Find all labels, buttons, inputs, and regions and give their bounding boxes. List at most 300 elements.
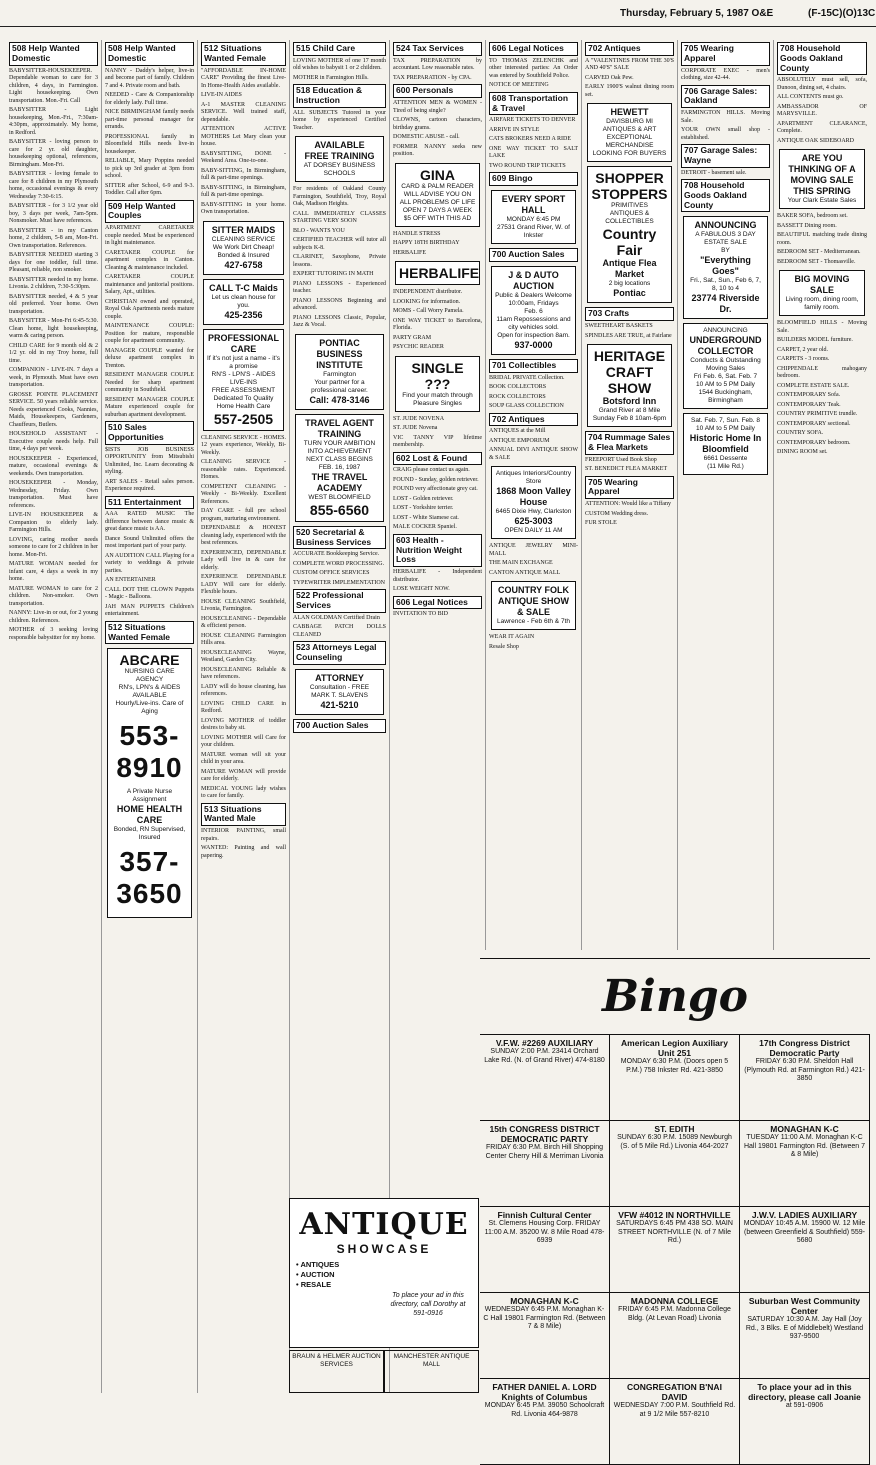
box-title: ATTORNEY: [315, 672, 364, 683]
section-heading: 700 Auction Sales: [489, 248, 578, 262]
section-heading: 524 Tax Services: [393, 42, 482, 56]
classified-ad: PARTY GRAM: [393, 334, 432, 341]
column-7: [582, 40, 678, 950]
box-line: 6465 Dixie Hwy, Clarkston: [495, 508, 572, 516]
bingo-title: Bingo: [601, 971, 748, 1022]
bingo-listing-detail: FRIDAY 6:45 P.M. Madonna College Bldg. (At Levan Road) Livonia: [618, 1306, 731, 1322]
ad-list: [105, 225, 194, 419]
classified-ad: ALL SUBJECTS Tutored in your home by experienced Certified Teacher.: [293, 109, 386, 131]
classified-ad: HOUSECLEANING Reliable & have references.: [201, 666, 286, 681]
section-heading: 606 Legal Notices: [489, 42, 578, 56]
ad-list: [393, 416, 482, 450]
classified-ad: PIANO LESSONS - Experienced teacher.: [293, 280, 386, 295]
box-line: CLEANING SERVICE: [211, 235, 276, 243]
abcare-ad: [107, 648, 192, 918]
box-line: Open for inspection 8am.: [497, 331, 570, 339]
box-line: Antique Flea Market: [602, 258, 657, 280]
classified-ad: ROCK COLLECTORS: [489, 393, 546, 400]
classified-ad: LOST - Yorkshire terrier.: [393, 505, 454, 512]
jd-auto-auction-ad: [491, 266, 576, 355]
classified-ad: LOVING CHILD CARE in Redford.: [201, 700, 286, 715]
section-heading: 606 Legal Notices: [393, 596, 482, 610]
bingo-listing: [740, 1379, 870, 1465]
classified-ad: CARETAKER COUPLE maintenance and janitorial positions. Salary, Apt., utilities.: [105, 274, 194, 296]
classified-ad: RESIDENT MANAGER COUPLE Needed for sharp apartment community in Southfield.: [105, 372, 194, 394]
classified-ad: ST. BENEDICT FLEA MARKET: [585, 466, 668, 473]
classified-ad: SOUP GLASS COLLECTION: [489, 403, 564, 410]
section-heading: 510 Sales Opportunities: [105, 421, 194, 445]
classified-ad: NANNY - Daddy's helper, live-in and become part of family. Children 7 and 4. Private room and bath.: [105, 67, 194, 89]
ad-list: [489, 58, 578, 90]
classified-ad: ONE WAY TICKET TO SALT LAKE: [489, 145, 578, 160]
classified-ad: CONTEMPORARY sectional.: [777, 420, 851, 427]
bingo-listing-detail: MONDAY 6:30 P.M. (Doors open 5 P.M.) 758 Inkster Rd. 421-3850: [620, 1058, 729, 1074]
box-phone: 855-6560: [309, 501, 370, 518]
box-line: Fri Feb. 6, Sat. Feb. 7: [693, 373, 758, 381]
classified-ad: $ISTS JOB BUSINESS OPPORTUNITY from Mitsubishi Unlimited, Inc. Learn decorating & styling.: [105, 446, 194, 476]
bingo-listing-detail: WEDNESDAY 7:00 P.M. Southfield Rd. at 9 1/2 Mile 557-8210: [613, 1402, 736, 1418]
classified-ad: CARVED Oak Pew.: [585, 74, 634, 81]
box-line: FREE ASSESSMENT: [211, 386, 276, 394]
ad-list: [201, 68, 286, 217]
section-heading: 508 Help Wanted Domestic: [105, 42, 194, 66]
ad-list: [293, 615, 386, 640]
classified-ad: CABBAGE PATCH DOLLS CLEANED: [293, 624, 386, 638]
box-line: Find your match through Pleasure Singles: [402, 391, 473, 407]
column-8: [678, 40, 774, 950]
ad-list: [105, 68, 194, 198]
classified-ad: ATTENTION: Would like a Tiffany: [585, 501, 671, 508]
classified-ad: ST. JUDE Novena: [393, 425, 438, 432]
classified-ad: PIANO LESSONS Classic, Popular, Jazz & Vocal.: [293, 314, 386, 329]
box-phone: Call: 478-3146: [309, 394, 370, 405]
classified-ad: BABYSITTER - loving person to care for 2 yr. old daughter, housekeeping optional, references, Birmingham. Mon-Fri.: [9, 139, 98, 168]
classified-ad: EXPERIENCED, DEPENDABLE Lady will live in & care for elderly.: [201, 549, 286, 571]
box-line: PRIMITIVES: [611, 202, 648, 210]
bingo-listing: [740, 1035, 870, 1121]
classified-ad: MANAGER COUPLE wanted for deluxe apartment complex in Trenton.: [105, 347, 194, 369]
classified-ad: ARRIVE IN STYLE: [489, 126, 540, 133]
classified-ad: BABY-SITTING, in Birmingham, full & part-time openings.: [201, 184, 286, 199]
classified-ad: SITTER after School, 6-9 and 9-3. Toddler. Call after 6pm.: [105, 182, 194, 197]
bingo-listing-title: VFW #4012 IN NORTHVILLE: [618, 1210, 731, 1220]
classified-ad: COMPANION - LIVE-IN. 7 days a week, in Plymouth. Must have own transportation.: [9, 367, 98, 389]
bingo-listing-title: J.W.V. LADIES AUXILIARY: [751, 1210, 858, 1220]
box-line: Let us clean house for you.: [211, 293, 276, 309]
box-phone: 557-2505: [213, 410, 274, 427]
classified-ad: A-1 MASTER CLEANING SERVICE. Well trained staff, dependable.: [201, 101, 286, 123]
classified-ad: LIVE-IN AIDES: [201, 92, 242, 99]
ad-list: [293, 110, 386, 133]
classified-ad: AN AUDITION CALL Playing for a variety to weddings & private parties.: [105, 552, 194, 574]
classified-ad: MOTHER in Farmington Hills.: [293, 74, 369, 81]
bullet-text: ANTIQUES: [300, 1260, 340, 1269]
abcare-line5: HOME HEALTH CARE: [116, 804, 183, 826]
section-heading: 512 Situations Wanted Female: [105, 621, 194, 645]
box-line: Sunday Feb 8 10am-6pm: [592, 415, 667, 423]
ad-list: [777, 77, 867, 145]
ad-list: [293, 58, 386, 83]
box-title: SINGLE ???: [411, 359, 464, 392]
classified-ad: HOUSECLEANING Wayne, Westland, Garden City.: [201, 649, 286, 664]
ad-list: [393, 611, 482, 619]
classified-ad: ANTIQUE EMPORIUM: [489, 437, 550, 444]
classified-ad: CHRISTIAN owned and operated, Royal Oak Apartments needs mature couple.: [105, 298, 194, 320]
section-heading: 708 Household Goods Oakland County: [681, 179, 770, 212]
column-6: [486, 40, 582, 950]
bingo-listing-title: Suburban West Community Center: [748, 1296, 861, 1316]
bingo-listing: [480, 1207, 610, 1293]
classified-ad: HOUSEKEEPER - Monday, Wednesday, Friday. Own transportation. Must have references.: [9, 480, 98, 509]
box-title: TRAVEL AGENT TRAINING: [305, 417, 374, 439]
box-line: Lawrence - Feb 6th & 7th: [497, 618, 570, 626]
box-line: Dedicated To Quality Home Health Care: [213, 394, 274, 410]
section-heading: 522 Professional Services: [293, 589, 386, 613]
bingo-listing-detail: FRIDAY 6:30 P.M. Sheldon Hall (Plymouth Rd. at Farmington Rd.) 421-3850: [744, 1058, 865, 1082]
box-line: ANTIQUES & COLLECTIBLES: [605, 210, 654, 226]
page-header: [0, 0, 876, 27]
section-heading: 708 Household Goods Oakland County: [777, 42, 867, 75]
abcare-tag: NURSING CARE AGENCY: [124, 668, 175, 684]
box-phone: 425-2356: [224, 309, 263, 320]
classified-ad: NEEDED - Care & Companionship for elderly lady. Full time.: [105, 92, 194, 106]
box-line: FREE TRAINING: [304, 151, 375, 162]
box-title: HEWETT: [610, 107, 649, 118]
classified-ad: BABYSITTER-HOUSEKEEPER. Dependable woman to care for 3 children, 4 days, in Farmington. Light housekeeping. Own transportation. Mon.-Fri. Call: [9, 67, 98, 104]
classified-ad: MATURE woman will sit your child in your area.: [201, 751, 286, 766]
classified-ad: THE MAIN EXCHANGE: [489, 560, 553, 567]
classified-ad: LOST - White Siamese cat.: [393, 514, 459, 521]
classified-ad: DETROIT - basement sale.: [681, 169, 747, 176]
box-phone: 421-5210: [320, 699, 359, 710]
classified-ad: BABYSITTER needed, 4 & 5 year old preferred. Your home. Own transportation.: [9, 293, 98, 315]
classified-ad: ALAN GOLDMAN Certified Drain: [293, 614, 380, 621]
ad-list: [489, 375, 578, 411]
bottom-ads: [289, 1350, 479, 1393]
classified-ad: BABY-SITTING, In Birmingham, full & part-time openings.: [201, 167, 286, 182]
box-title: SITTER MAIDS: [211, 224, 276, 235]
ad-list: [9, 68, 98, 643]
classified-ad: BABYSITTER - in my Canton home, 2 children, 5-8 am, Mon-Fri. Own transportation. References.: [9, 227, 98, 249]
box-line: LOOKING FOR BUYERS: [592, 150, 667, 158]
box-phone: 937-0000: [514, 339, 553, 350]
braun-helmer-ad: BRAUN & HELMER AUCTION SERVICES: [289, 1350, 384, 1393]
bingo-listing-title: CONGREGATION B'NAI DAVID: [627, 1382, 722, 1402]
section-heading: 508 Help Wanted Domestic: [9, 42, 98, 66]
classified-ad: BEDROOM SET - Thomasville.: [777, 258, 856, 265]
bingo-listing: [610, 1035, 740, 1121]
box-line: Bonded & Insured: [217, 251, 270, 259]
classified-ad: PSYCHIC READER: [393, 344, 444, 351]
box-line: Public & Dealers Welcome: [495, 291, 572, 299]
ad-list: [585, 457, 674, 474]
country-folk-ad: [491, 581, 576, 630]
box-line: Conducts & Outstanding Moving Sales: [690, 357, 761, 373]
bingo-listing: [740, 1121, 870, 1207]
box-line: Grand River at 8 Mile: [598, 407, 661, 415]
box-line: CARD & PALM READER: [401, 182, 474, 190]
box-title: HERBALIFE: [399, 265, 480, 282]
classified-ad: FREEPORT Used Book Shop: [585, 456, 657, 463]
box-line: 10 AM to 5 PM Daily: [696, 425, 755, 433]
shopper-stoppers-ad: [587, 166, 672, 303]
pontiac-business-ad: [295, 334, 384, 410]
section-heading: 515 Child Care: [293, 42, 386, 56]
classified-ad: PIANO LESSONS Beginning and advanced.: [293, 297, 386, 312]
ad-list: [585, 323, 674, 340]
classified-ad: A "VALENTINES FROM THE 30'S AND 40'S" SALE: [585, 57, 674, 72]
classified-ad: HOUSECLEANING - Dependable & efficient person.: [201, 615, 286, 630]
manchester-mall-ad: MANCHESTER ANTIQUE MALL: [384, 1350, 479, 1393]
classified-ad: CARETAKER COUPLE for apartment complex in Canton. Cleaning & maintenance included.: [105, 249, 194, 271]
bingo-listing-detail: FRIDAY 6:30 P.M. Birch Hill Shopping Center Cherry Hill & Merriman Livonia: [485, 1144, 604, 1160]
classified-ad: MALE COCKER Spaniel.: [393, 524, 457, 531]
section-heading: 609 Bingo: [489, 172, 578, 186]
section-heading: 702 Antiques: [585, 42, 674, 56]
box-line: BY: [721, 247, 730, 255]
bingo-listing-title: 15th CONGRESS DISTRICT DEMOCRATIC PARTY: [489, 1124, 600, 1144]
classified-ad: BABYSITTER - Mon-Fri 6:45-5:30. Clean home, light housekeeping, warm & caring person.: [9, 318, 98, 340]
bullet-item: • RESALE: [296, 1280, 332, 1289]
box-line: 10 AM to 5 PM Daily: [696, 381, 755, 389]
classified-ad: GROSSE POINTE PLACEMENT SERVICE. 50 years reliable service. Needs experienced Cooks, Nannies, Maids, Housekeepers, Gardeners, Chauffeurs, Butlers.: [9, 391, 98, 428]
box-line: THE TRAVEL ACADEMY: [311, 471, 368, 493]
classified-ad: MOTHER of 3 seeking loving responsible babysitter for my home.: [9, 627, 98, 641]
bingo-listing-detail: MONDAY 10:45 A.M. 15900 W. 12 Mile (between Greenfield & Southfield) 559-5680: [743, 1220, 866, 1244]
classified-ad: MOMS - Call Worry Pamela.: [393, 308, 464, 315]
bingo-listing-detail: TUESDAY 11:00 A.M. Monaghan K-C Hall 19801 Farmington Rd. (Between 7 & 8 Mile): [743, 1134, 865, 1158]
box-line: Farmington: [323, 370, 356, 378]
classified-ad: AAA RATED MUSIC The difference between dance music & great dance music is AA.: [105, 511, 194, 533]
section-heading: 706 Garage Sales: Oakland: [681, 85, 770, 109]
classified-ad: SWEETHEART BASKETS: [585, 323, 653, 330]
tc-maids-ad: [203, 279, 284, 325]
box-line: CRAFT SHOW: [605, 364, 654, 397]
classified-ad: CATS BROKERS NEED A RIDE: [489, 136, 572, 143]
classified-ad: DAY CARE - full pre school program, nurturing environment.: [201, 508, 286, 522]
hewett-ad: [587, 103, 672, 162]
ad-list: [201, 828, 286, 860]
ad-list: [105, 447, 194, 494]
classified-ad: HERBALIFE: [393, 249, 426, 256]
box-line: OPEN 7 DAYS A WEEK: [402, 206, 473, 214]
classified-ad: ABSOLUTELY must sell, sofa, Dunoon, dining set, 4 chairs.: [777, 77, 867, 91]
section-heading: 700 Auction Sales: [293, 719, 386, 733]
ad-list: [393, 58, 482, 83]
bingo-listing-title: 17th Congress District Democratic Party: [759, 1038, 850, 1058]
section-heading: 704 Rummage Sales & Flea Markets: [585, 431, 674, 455]
section-heading: 705 Wearing Apparel: [585, 476, 674, 500]
classified-ad: CUSTOM OFFICE SERVICES: [293, 570, 370, 577]
box-title: 1868 Moon Valley House: [496, 486, 571, 508]
classified-ad: RELIABLE, Mary Poppins needed to pick up 3rd grader at 3pm from school.: [105, 158, 194, 180]
box-line: TURN YOUR AMBITION INTO ACHIEVEMENT: [303, 439, 376, 455]
bingo-listing: [740, 1207, 870, 1293]
bingo-directory: [480, 958, 870, 1418]
classified-ad: CONTEMPORARY bedroom.: [777, 439, 851, 446]
classified-ad: LOVING MOTHER will Care for your children.: [201, 734, 286, 749]
antique-bullets: [296, 1260, 472, 1290]
big-moving-sale-ad: [779, 270, 865, 316]
bingo-listing-title: MONAGHAN K-C: [510, 1296, 579, 1306]
box-line: DAVISBURG MI: [606, 118, 653, 126]
box-line: 23774 Riverside Dr.: [691, 293, 760, 315]
classified-ad: COUNTRY PRIMITIVE trundle.: [777, 411, 858, 418]
classified-ad: MATURE WOMAN to care for 2 children. Non-smoker. Own transportation.: [9, 585, 98, 607]
classified-ad: FOUND - Sunday, golden retriever.: [393, 476, 479, 483]
classified-ad: HOUSEHOLD ASSISTANT - Executive couple needs help. Full time, 4 days per week.: [9, 431, 98, 453]
bullet-text: RESALE: [300, 1280, 332, 1289]
ad-list: [393, 231, 482, 258]
box-line: 11am Repossessions and city vehicles sold.: [496, 315, 571, 331]
bullet-item: • ANTIQUES: [296, 1260, 340, 1269]
classified-ad: INVITATION TO BID: [393, 611, 448, 618]
box-line: Living room, dining room, family room.: [785, 296, 859, 312]
box-line: MONDAY 6:45 PM: [506, 216, 561, 224]
classified-ad: TYPEWRITER IMPLEMENTATION: [293, 579, 386, 586]
bingo-listing-title: FATHER DANIEL A. LORD Knights of Columbus: [492, 1382, 597, 1402]
classified-ad: BABYSITTER needed in my home. Livonia. 2 children, 7:30-5:30pm.: [9, 276, 98, 291]
bingo-listing: [480, 1293, 610, 1379]
section-heading: 701 Collectibles: [489, 359, 578, 373]
bingo-grid: [480, 1035, 870, 1465]
moving-sale-ad: [779, 149, 865, 209]
attorney-ad: [295, 669, 384, 715]
classified-ad: NICE BIRMINGHAM family needs part-time personal manager for errands.: [105, 109, 194, 131]
column-1: [6, 40, 102, 1393]
column-3: [198, 40, 290, 1393]
ad-list: [105, 511, 194, 619]
classified-ad: HOUSEKEEPER - Experienced, mature, occasional evenings & weekends. Own transportation.: [9, 455, 98, 477]
box-line: Fri., Sat., Sun., Feb 6, 7, 8, 10 to 4: [690, 277, 761, 293]
bingo-listing: [610, 1121, 740, 1207]
box-line: Consultation - FREE: [309, 683, 370, 691]
classified-ad: EARLY 1900'S walnut dining room set.: [585, 84, 674, 98]
abcare-name: ABCARE: [119, 652, 180, 669]
box-line: Country Fair: [602, 226, 657, 259]
box-line: 10:00am, Fridays: [508, 299, 559, 307]
box-title: COUNTRY FOLK ANTIQUE SHOW & SALE: [498, 585, 569, 618]
box-title: PROFESSIONAL CARE: [207, 332, 279, 354]
bingo-listing: [610, 1293, 740, 1379]
box-title: EVERY SPORT HALL: [501, 194, 566, 216]
every-sport-hall-ad: [491, 190, 576, 244]
classified-ad: LOOKING for information.: [393, 298, 461, 305]
classified-ad: FARMINGTON HILLS. Moving Sale.: [681, 110, 770, 124]
classified-ad: CUSTOM Wedding dress.: [585, 510, 649, 517]
section-heading: 518 Education & Instruction: [293, 84, 386, 108]
classified-ad: HOUSE CLEANING Farmington Hills area.: [201, 632, 286, 647]
box-line: LIVE-INS: [229, 378, 258, 386]
classified-ad: YOUR OWN small shop - established.: [681, 127, 770, 141]
classified-ad: SPINDLES ARE TRUE, at Fairlane: [585, 332, 672, 339]
classified-ad: CLOWNS, cartoon characters, birthday grams.: [393, 117, 482, 131]
ad-list: [585, 501, 674, 528]
underground-collector-ad: [683, 323, 768, 409]
classified-ad: ANTIQUES at the Mill: [489, 428, 546, 435]
column-5: [390, 40, 486, 950]
classified-ad: NANNY: Live-in or out, for 2 young children. References.: [9, 610, 98, 624]
antique-showcase-ad: [289, 1198, 479, 1348]
antique-logo: ANTIQUE: [299, 1207, 469, 1242]
section-heading: 600 Personals: [393, 84, 482, 98]
abcare-line3: Hourly/Live-ins. Care of Aging: [115, 700, 184, 716]
classified-ad: CLEANING SERVICE - HOMES. 12 years experience, Weekly, Bi-Weekly.: [201, 434, 286, 456]
ad-list: [585, 58, 674, 100]
box-phone: 427-6758: [224, 259, 263, 270]
box-title: PONTIAC BUSINESS INSTITUTE: [316, 337, 363, 370]
classified-ad: MEDICAL YOUNG lady wishes to care for family.: [201, 785, 286, 800]
publication-date: Thursday, February 5, 1987 O&E: [620, 8, 774, 19]
sitter-maids-ad: [203, 221, 284, 275]
classified-ad: LADY will do house cleaning, has references.: [201, 683, 286, 698]
classified-ad: LOVING MOTHER of one 17 month old wishes to babysit 1 or 2 children.: [293, 57, 386, 72]
abcare-line2: RN's, LPN's & AIDES AVAILABLE: [118, 684, 181, 700]
classified-ad: CALL IMMEDIATELY CLASSES STARTING VERY SOON: [293, 210, 386, 225]
page-code: (F-15C)(O)13C: [808, 8, 876, 19]
classified-ad: APARTMENT CARETAKER couple needed. Must be experienced in light maintenance.: [105, 225, 194, 247]
classified-ad: ACCURATE Bookkeeping Service.: [293, 551, 380, 558]
ad-list: [681, 68, 770, 83]
dorsey-ad: [295, 136, 384, 182]
classified-ad: BABYSITTER - for 3 1/2 year old boy, 3 days per week, 7am-5pm. Nonsmoker. Must have references.: [9, 203, 98, 225]
classified-ad: TWO ROUND TRIP TICKETS: [489, 162, 566, 169]
classified-ad: HERBALIFE - Independent distributor.: [393, 569, 482, 583]
classified-ad: BEDROOM SET - Mediterranean.: [777, 249, 861, 256]
classified-ad: LOVING, caring mother needs someone to care for 2 children in her home. Mon-Fri.: [9, 536, 98, 558]
bingo-listing-title: MONAGHAN K-C: [770, 1124, 839, 1134]
bingo-listing-detail: SUNDAY 2:00 P.M. 23414 Orchard Lake Rd. (N. of Grand River) 474-8180: [484, 1048, 605, 1064]
classified-ad: Resale Shop: [489, 643, 519, 650]
classified-ad: WEAR IT AGAIN: [489, 634, 535, 641]
section-heading: 520 Secretarial & Business Services: [293, 526, 386, 550]
ad-list: [777, 320, 867, 457]
bingo-listing-detail: at 591-0906: [785, 1402, 824, 1409]
abcare-line6: Bonded, RN Supervised, Insured: [113, 826, 186, 842]
classified-ad: LOST - Golden retriever.: [393, 495, 454, 502]
box-line: NEXT CLASS BEGINS FEB. 16, 1987: [306, 455, 373, 471]
ad-list: [293, 186, 386, 330]
box-line: RN'S - LPN'S - AIDES: [211, 370, 276, 378]
bingo-banner: [480, 959, 870, 1035]
classified-ad: ALL CONTENTS must go.: [777, 94, 844, 101]
box-title: ARE YOU THINKING OF A MOVING SALE THIS SPRING: [788, 153, 856, 197]
box-title: J & D AUTO AUCTION: [508, 269, 559, 291]
classified-ad: INTERIOR PAINTING, small repairs.: [201, 828, 286, 842]
classified-ad: For residents of Oakland County Farmington, Southfield, Troy, Royal Oak, Madison Heights.: [293, 186, 386, 208]
bingo-listing-title: Finnish Cultural Center: [497, 1210, 592, 1220]
bingo-listing-detail: WEDNESDAY 6:45 P.M. Monaghan K-C Hall 19801 Farmington Rd. (Between 7 & 8 Mile): [483, 1306, 606, 1330]
classified-ad: BLOOMFIELD HILLS - Moving Sale.: [777, 320, 867, 334]
classified-ad: TO THOMAS ZELENCHK and other interested parties: An Order was entered by Southfield Police.: [489, 57, 578, 79]
box-title: GINA: [420, 166, 455, 183]
classified-ad: ANTIQUE OAK SIDEBOARD: [777, 137, 854, 144]
box-title: AVAILABLE: [314, 140, 365, 151]
bingo-listing-title: To place your ad in this directory, please call Joanie: [748, 1382, 861, 1402]
ad-list: [489, 634, 578, 651]
classified-ad: MATURE WOMAN will provide care for elderly.: [201, 768, 286, 783]
heritage-craft-ad: [587, 344, 672, 427]
bingo-listing-detail: MONDAY 6:45 P.M. 39050 Schoolcraft Rd. Livonia 464-9878: [484, 1402, 605, 1418]
box-line: (11 Mile Rd.): [707, 463, 744, 471]
classified-ad: AIRFARE TICKETS TO DENVER: [489, 117, 576, 124]
ad-list: [681, 170, 770, 178]
ad-list: [489, 117, 578, 170]
classified-ad: LIVE-IN HOUSEKEEPER & Companion to elderly lady. Farmington Hills.: [9, 512, 98, 534]
classified-ad: FUR STOLE: [585, 520, 617, 527]
classified-ad: ONE WAY TICKET to Barcelona, Florida.: [393, 317, 482, 332]
classified-ad: DINING ROOM set.: [777, 449, 828, 456]
